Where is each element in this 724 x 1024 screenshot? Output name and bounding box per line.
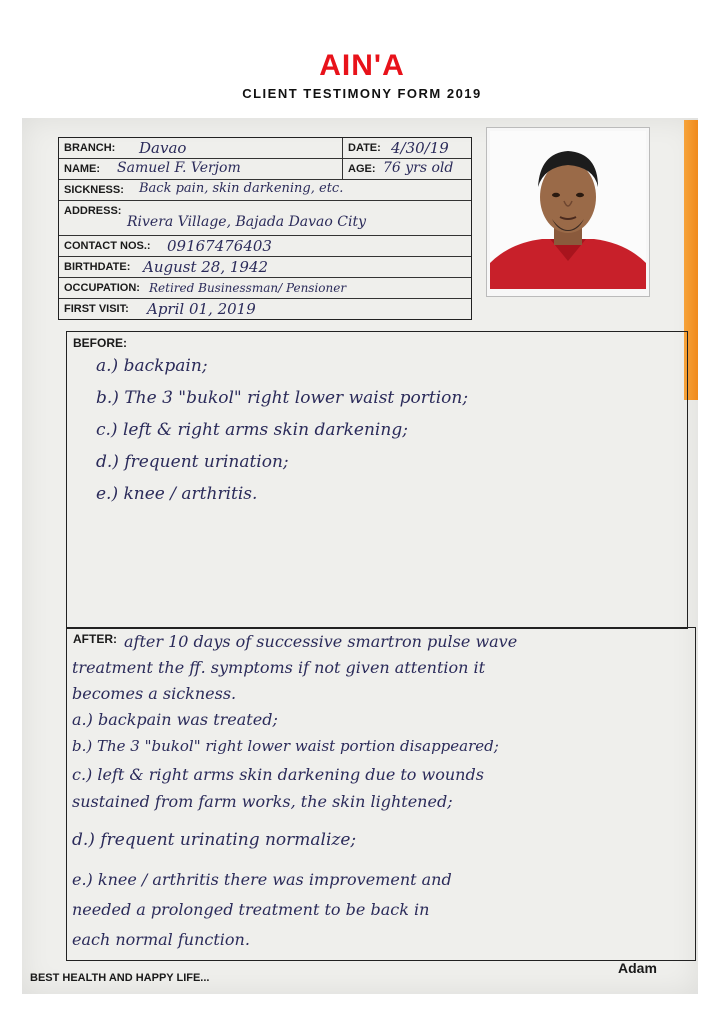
before-line: c.) left & right arms skin darkening; <box>96 420 408 440</box>
first-visit-row <box>59 299 471 319</box>
sickness-label: SICKNESS: <box>64 184 124 196</box>
form-title: CLIENT TESTIMONY FORM 2019 <box>242 86 482 101</box>
after-line: e.) knee / arthritis there was improvement and <box>72 870 452 889</box>
after-intro-line: becomes a sickness. <box>72 684 237 703</box>
client-portrait-image <box>490 131 646 289</box>
first-visit-label: FIRST VISIT: <box>64 303 129 315</box>
birthdate-row <box>59 257 471 278</box>
client-photo <box>490 131 646 289</box>
before-line: e.) knee / arthritis. <box>96 484 258 504</box>
contact-value: 09167476403 <box>167 237 272 255</box>
after-line: sustained from farm works, the skin lightened; <box>72 792 453 811</box>
signature: Adam <box>618 960 657 976</box>
before-line: d.) frequent urination; <box>96 452 289 472</box>
age-value: 76 yrs old <box>383 160 454 176</box>
sickness-value: Back pain, skin darkening, etc. <box>139 181 344 196</box>
birthdate-value: August 28, 1942 <box>143 258 269 276</box>
branch-row <box>59 138 471 159</box>
before-line: a.) backpain; <box>96 356 208 376</box>
sickness-row <box>59 180 471 201</box>
age-label: AGE: <box>348 163 376 175</box>
occupation-row <box>59 278 471 299</box>
date-cell <box>342 138 471 158</box>
after-line: each normal function. <box>72 930 250 949</box>
first-visit-value: April 01, 2019 <box>147 300 256 318</box>
before-line: b.) The 3 "bukol" right lower waist portion; <box>96 388 469 408</box>
birthdate-label: BIRTHDATE: <box>64 261 131 273</box>
address-label: ADDRESS: <box>64 205 122 217</box>
name-value: Samuel F. Verjom <box>117 160 241 176</box>
occupation-value: Retired Businessman/ Pensioner <box>149 281 347 295</box>
name-label: NAME: <box>64 163 101 175</box>
branch-label: BRANCH: <box>64 142 116 154</box>
contact-row <box>59 236 471 257</box>
after-line: needed a prolonged treatment to be back in <box>72 900 430 919</box>
after-label: AFTER: <box>73 632 117 646</box>
contact-label: CONTACT NOS.: <box>64 240 151 252</box>
footer-tagline: BEST HEALTH AND HAPPY LIFE... <box>30 972 210 984</box>
name-row <box>59 159 471 180</box>
before-label: BEFORE: <box>73 336 127 350</box>
after-line: a.) backpain was treated; <box>72 710 278 729</box>
date-label: DATE: <box>348 142 381 154</box>
branch-value: Davao <box>139 139 187 157</box>
after-line: b.) The 3 "bukol" right lower waist portion disappeared; <box>72 737 499 755</box>
age-cell <box>342 159 471 179</box>
after-intro-line: treatment the ff. symptoms if not given attention it <box>72 658 486 677</box>
address-value: Rivera Village, Bajada Davao City <box>127 214 367 230</box>
date-value: 4/30/19 <box>391 139 449 157</box>
brand-logo: AIN'A <box>319 49 405 82</box>
client-photo-frame <box>486 127 650 297</box>
client-info-table <box>58 137 472 320</box>
after-line: d.) frequent urinating normalize; <box>72 830 357 850</box>
occupation-label: OCCUPATION: <box>64 282 140 294</box>
after-intro-line: after 10 days of successive smartron pulse wave <box>124 632 518 651</box>
after-line: c.) left & right arms skin darkening due to wounds <box>72 765 484 784</box>
address-row <box>59 201 471 236</box>
